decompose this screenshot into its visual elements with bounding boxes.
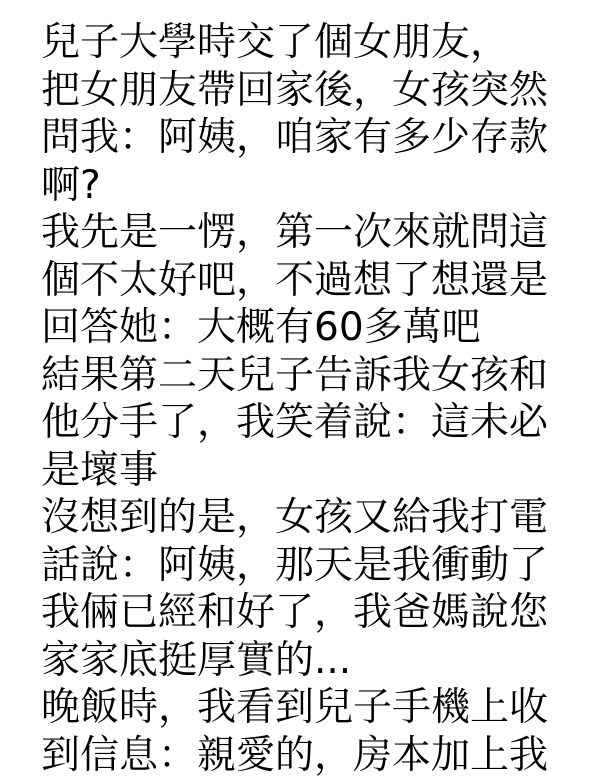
story-line: 結果第二天兒子告訴我女孩和	[41, 352, 594, 400]
story-line: 話說：阿姨，那天是我衝動了	[41, 542, 594, 590]
story-line: 是壞事	[41, 447, 594, 495]
story-line: 把女朋友帶回家後，女孩突然	[41, 67, 594, 115]
story-line: 到信息：親愛的，房本加上我	[41, 732, 594, 779]
story-line: 個不太好吧，不過想了想還是	[41, 257, 594, 305]
story-line: 回答她：大概有60多萬吧	[41, 304, 594, 352]
story-line: 沒想到的是，女孩又給我打電	[41, 494, 594, 542]
story-line: 啊?	[41, 162, 594, 210]
story-line: 兒子大學時交了個女朋友，	[41, 19, 594, 67]
story-line: 晚飯時，我看到兒子手機上收	[41, 684, 594, 732]
story-line: 我先是一愣，第一次來就問這	[41, 209, 594, 257]
story-line: 家家底挺厚實的...	[41, 637, 594, 685]
story-line: 問我：阿姨，咱家有多少存款	[41, 114, 594, 162]
story-line: 我倆已經和好了，我爸媽說您	[41, 589, 594, 637]
story-line: 他分手了，我笑着說：這未必	[41, 399, 594, 447]
